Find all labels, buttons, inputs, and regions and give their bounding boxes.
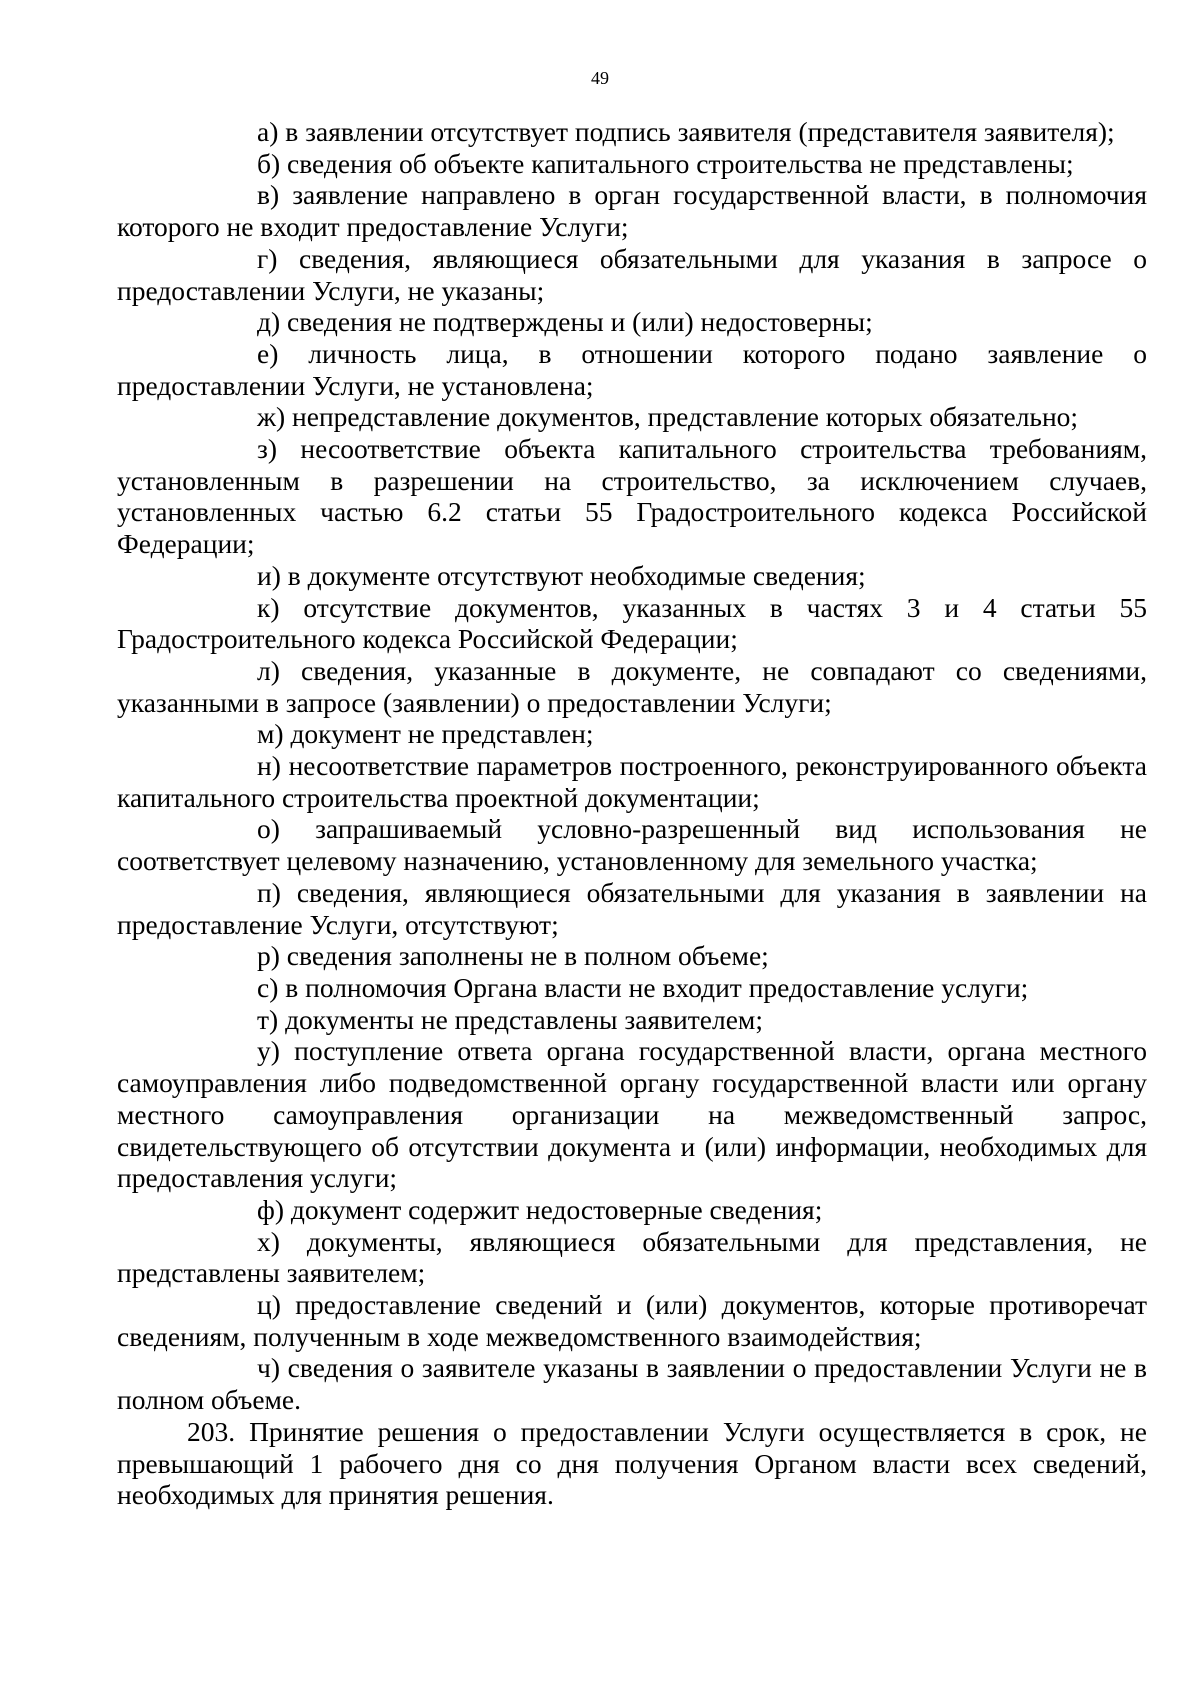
list-item-text: отсутствие документов, указанных в частях 3 и 4 статьи 55 Градостроительного кодекса Российской Федерации; [117,591,1148,655]
list-item-text: сведения об объекте капитального строительства не представлены; [287,147,1074,179]
closing-paragraph: 203. Принятие решения о предоставлении Услуги осуществляется в срок, не превышающий 1 рабочего дня со дня получения Органом власти всех сведений, необходимых для принятия решения. [117,1415,1147,1511]
list-item [117,940,1147,972]
list-item [117,877,1147,940]
list-item [117,1226,1147,1289]
list-item [117,592,1147,655]
list-item-label: к) [257,591,280,623]
list-item [117,718,1147,750]
list-item-text: предоставление сведений и (или) документов, которые противоречат сведениям, полученным в ходе межведомственного взаимодействия; [117,1289,1147,1352]
document-body [117,116,1147,1511]
list-item-label: м) [257,718,284,750]
list-item [117,655,1147,718]
list-item-label: о) [257,813,280,845]
list-item [117,148,1147,180]
list-item [117,560,1147,592]
list-item [117,1352,1147,1415]
list-item-label: н) [257,750,281,782]
list-item-label: л) [257,654,280,686]
list-item-text: сведения не подтверждены и (или) недостоверны; [287,306,873,338]
list-item-label: ч) [257,1352,280,1384]
list-item [117,1289,1147,1352]
page-number: 49 [591,68,609,88]
list-item-label: б) [257,147,281,179]
list-item-label: у) [257,1035,280,1067]
list-item-text: документ содержит недостоверные сведения; [290,1193,823,1225]
list-item-label: п) [257,876,281,908]
list-item-label: з) [257,433,278,465]
list-item-label: ф) [257,1193,284,1225]
list-item-label: с) [257,971,279,1003]
list-item-text: сведения, являющиеся обязательными для указания в запросе о предоставлении Услуги, не указаны; [117,242,1147,306]
list-item-text: документы не представлены заявителем; [285,1003,763,1035]
list-item-text: несоответствие объекта капитального строительства требованиям, установленным в разрешении на строительство, за исключением случаев, установленных частью 6.2 статьи 55 Градостроительного кодекса Российской Федерации; [117,433,1147,560]
list-item-label: р) [257,940,280,972]
list-item-label: ж) [257,401,286,433]
list-item-text: запрашиваемый условно-разрешенный вид использования не соответствует целевому назначению, установленному для земельного участка; [117,813,1147,877]
list-item-label: д) [257,306,281,338]
list-item [117,1194,1147,1226]
list-item-text: сведения, являющиеся обязательными для указания в заявлении на предоставление Услуги, отсутствуют; [117,876,1148,940]
list-item-text: личность лица, в отношении которого подано заявление о предоставлении Услуги, не установлена; [117,337,1147,401]
list-item [117,243,1147,306]
list-item [117,116,1147,148]
list-item-text: непредставление документов, представление которых обязательно; [292,401,1079,433]
list-item [117,433,1147,560]
list-item-label: ц) [257,1289,281,1321]
list-item-text: несоответствие параметров построенного, реконструированного объекта капитального строительства проектной документации; [117,750,1147,813]
list-item-text: в полномочия Органа власти не входит предоставление услуги; [285,971,1029,1003]
list-item [117,813,1147,876]
list-item-label: т) [257,1003,279,1035]
list-item-text: сведения о заявителе указаны в заявлении о предоставлении Услуги не в полном объеме. [117,1352,1148,1416]
list-item-label: в) [257,179,280,211]
list-item-text: сведения, указанные в документе, не совпадают со сведениями, указанными в запросе (заявлении) о предоставлении Услуги; [117,654,1147,718]
list-item [117,306,1147,338]
list-item-text: документ не представлен; [290,718,594,750]
list-item-label: а) [257,116,279,147]
list-item [117,1004,1147,1036]
list-item-text: сведения заполнены не в полном объеме; [286,940,769,972]
list-item [117,401,1147,433]
list-item-label: е) [257,337,279,369]
list-item [117,750,1147,813]
list-item-label: и) [257,559,281,591]
list-item-text: в заявлении отсутствует подпись заявителя (представителя заявителя); [285,116,1115,147]
list-item-text: поступление ответа органа государственной власти, органа местного самоуправления либо подведомственной органу государственной власти или органу местного самоуправления организации на межведомственный запрос, свидетельствующего об отсутствии документа и (или) информации, необходимых для предоставления услуги; [117,1035,1147,1194]
list-item [117,972,1147,1004]
list-item-text: заявление направлено в орган государственной власти, в полномочия которого не входит предоставление Услуги; [117,179,1147,243]
list-item [117,338,1147,401]
list-item [117,1035,1147,1194]
list-item-text: документы, являющиеся обязательными для представления, не представлены заявителем; [117,1225,1147,1289]
list-item-text: в документе отсутствуют необходимые сведения; [287,559,866,591]
list-item-label: х) [257,1225,280,1257]
list-item [117,179,1147,242]
list-item-label: г) [257,242,278,274]
